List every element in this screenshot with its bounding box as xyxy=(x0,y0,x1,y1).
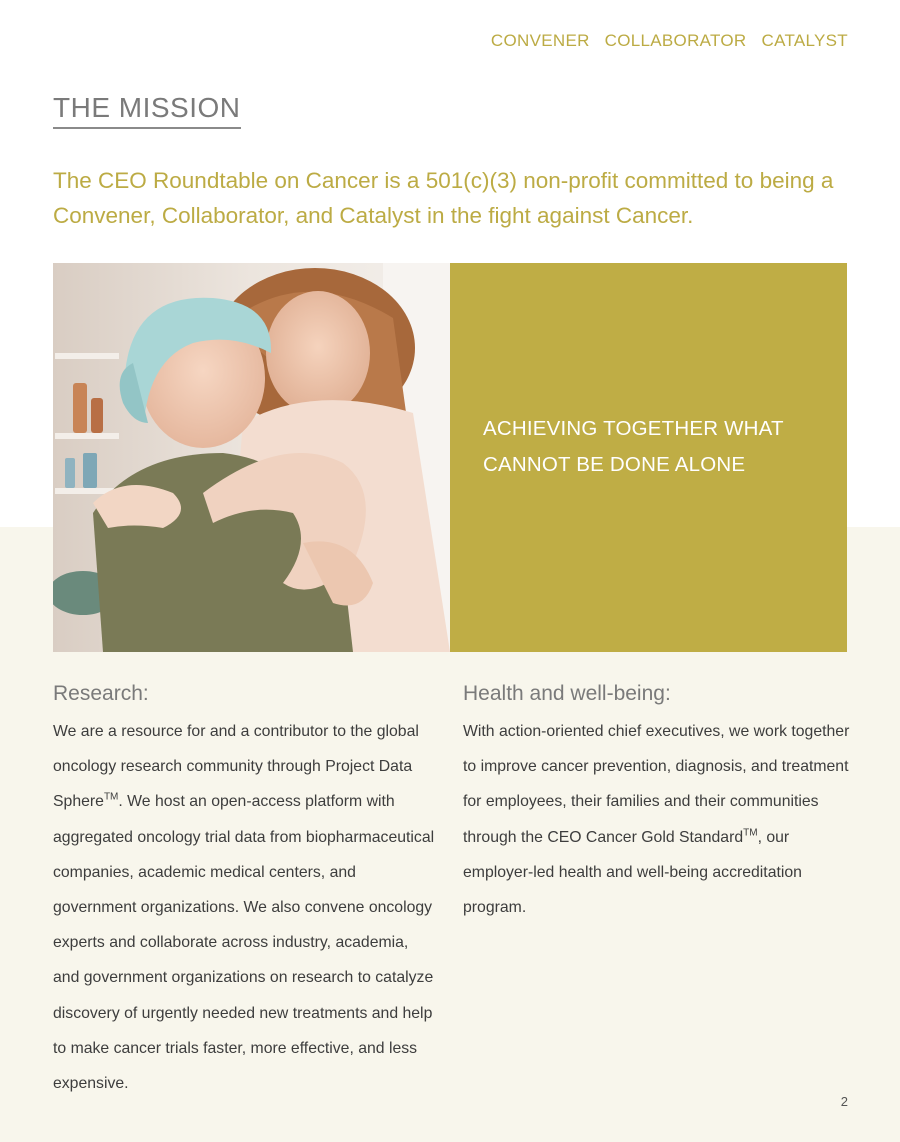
research-text-part-1: We are a resource for and a contributor to the global oncology research community through Project Data Sphere xyxy=(53,723,419,811)
trademark-mark: TM xyxy=(743,827,758,839)
health-text-part-2: , our employer-led health and well-being accreditation program. xyxy=(463,828,802,917)
mission-statement: The CEO Roundtable on Cancer is a 501(c)(3) non-profit committed to being a Convener, Collaborator, and Catalyst in the fight against Cancer. xyxy=(53,168,834,228)
health-text-part-1: With action-oriented chief executives, we work together to improve cancer prevention, diagnosis, and treatment for employees, their families and their communities through the CEO Cancer Gold Standard xyxy=(463,723,850,846)
tagline-line-2: CANNOT BE DONE ALONE xyxy=(483,453,746,476)
nav-item-catalyst[interactable]: CATALYST xyxy=(761,31,848,50)
page-title: THE MISSION xyxy=(53,90,241,129)
top-nav xyxy=(491,31,848,51)
trademark-mark: TM xyxy=(103,792,119,804)
tagline-line-1: ACHIEVING TOGETHER WHAT xyxy=(483,417,784,440)
hero-photo xyxy=(53,263,450,652)
page-number: 2 xyxy=(840,1094,848,1109)
research-text xyxy=(53,714,438,1101)
research-heading: Research: xyxy=(53,682,149,705)
research-section xyxy=(53,678,438,1101)
research-text-part-2: . We host an open-access platform with aggregated oncology trial data from biopharmaceutical companies, academic medical centers, and government organizations. We also convene oncology experts and collaborate across industry, academia, and government organizations on research to catalyze discovery of urgently needed new treatments and help to make cancer trials faster, more effective, and less expensive. xyxy=(53,793,435,1093)
health-section xyxy=(463,678,848,925)
nav-item-collaborator[interactable]: COLLABORATOR xyxy=(604,31,747,50)
tagline-box xyxy=(450,263,847,652)
health-heading: Health and well-being: xyxy=(463,682,671,705)
tagline xyxy=(483,411,823,483)
nav-item-convener[interactable]: CONVENER xyxy=(490,31,590,50)
health-text xyxy=(463,714,858,925)
